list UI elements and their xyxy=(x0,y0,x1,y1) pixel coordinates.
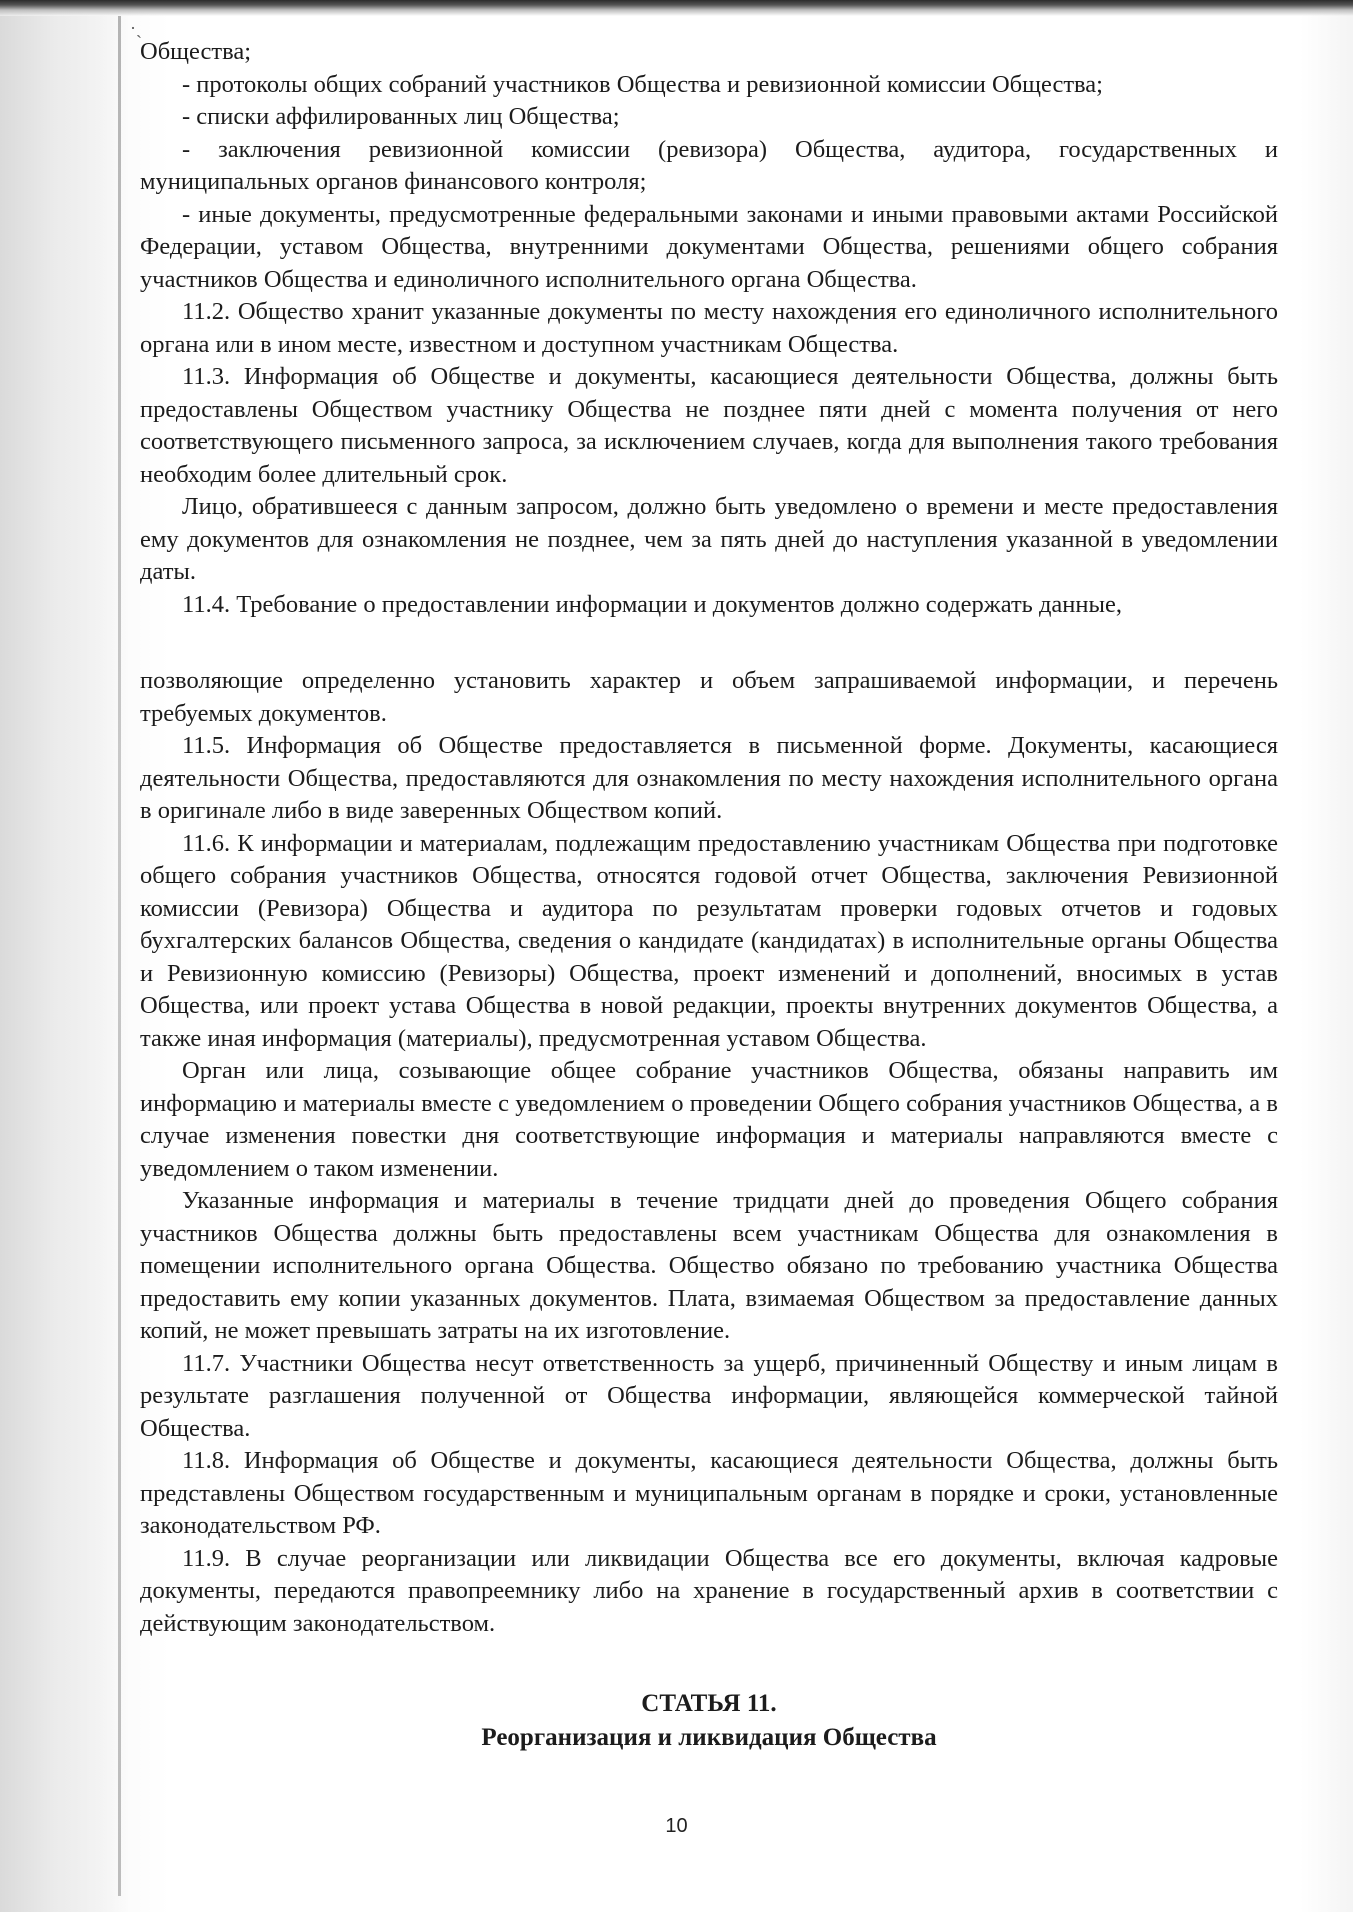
clause-11-6: 11.6. К информации и материалам, подлежащим предоставлению участникам Общества при подготовке общего собрания участников Общества, относятся годовой отчет Общества, заключения Ревизионной комиссии (Ревизора) Общества и аудитора по результатам проверки годовых отчетов и годовых бухгалтерских балансов Общества, сведения о кандидате (кандидатах) в исполнительные органы Общества и Ревизионную комиссию (Ревизоры) Общества, проект изменений и дополнений, вносимых в устав Общества, или проект устава Общества в новой редакции, проекты внутренних документов Общества, а также иная информация (материалы), предусмотренная уставом Общества. xyxy=(140,829,1278,1052)
clause-11-4-start: 11.4. Требование о предоставлении информации и документов должно содержать данные, xyxy=(182,590,1122,618)
list-item-protocols: - протоколы общих собраний участников Общества и ревизионной комиссии Общества; xyxy=(182,70,1103,98)
binding-crease xyxy=(118,16,121,1896)
clause-11-5: 11.5. Информация об Обществе предоставляется в письменной форме. Документы, касающиеся деятельности Общества, предоставляются для ознакомления по месту нахождения исполнительного органа в оригинале либо в виде заверенных Обществом копий. xyxy=(140,732,1278,824)
clause-11-3-notice: Лицо, обратившееся с данным запросом, должно быть уведомлено о времени и месте предоставления ему документов для ознакомления не позднее, чем за пять дней до наступления указанной в уведомлении даты. xyxy=(140,493,1278,585)
clause-11-3: 11.3. Информация об Обществе и документы, касающиеся деятельности Общества, должны быть предоставлены Обществом участнику Общества не позднее пяти дней с момента получения от него соответствующего письменного запроса, за исключением случаев, когда для выполнения такого требования необходим более длительный срок. xyxy=(140,363,1278,488)
clause-11-2: 11.2. Общество хранит указанные документы по месту нахождения его единоличного исполнительного органа или в ином месте, известном и доступном участникам Общества. xyxy=(140,298,1278,358)
clause-11-6-materials: Указанные информация и материалы в течение тридцати дней до проведения Общего собрания участников Общества должны быть предоставлены всем участникам Общества для ознакомления в помещении исполнительного органа Общества. Общество обязано по требованию участника Общества предоставить ему копии указанных документов. Плата, взимаемая Обществом за предоставление данных копий, не может превышать затраты на их изготовление. xyxy=(140,1187,1278,1344)
list-item-conclusions: - заключения ревизионной комиссии (ревизора) Общества, аудитора, государственных и муниципальных органов финансового контроля; xyxy=(140,135,1278,195)
page-number: 10 xyxy=(665,1815,688,1837)
list-item-affiliates: - списки аффилированных лиц Общества; xyxy=(182,103,620,130)
article-number: СТАТЬЯ 11. xyxy=(641,1690,777,1717)
paragraph-continuation: Общества; xyxy=(140,38,252,65)
clause-11-6-organ: Орган или лица, созывающие общее собрание участников Общества, обязаны направить им информацию и материалы вместе с уведомлением о проведении Общего собрания участников Общества, а в случае изменения повестки дня соответствующие информация и материалы направляются вместе с уведомлением о таком изменении. xyxy=(140,1057,1278,1182)
scan-top-edge xyxy=(0,0,1353,16)
document-body xyxy=(140,36,1278,1640)
article-title: Реорганизация и ликвидация Общества xyxy=(481,1724,937,1751)
clause-11-9: 11.9. В случае реорганизации или ликвидации Общества все его документы, включая кадровые документы, передаются правопреемнику либо на хранение в государственный архив в соответствии с действующим законодательством. xyxy=(140,1544,1278,1637)
list-item-other-docs: - иные документы, предусмотренные федеральными законами и иными правовыми актами Российской Федерации, уставом Общества, внутренними документами Общества, решениями общего собрания участников Общества и единоличного исполнительного органа Общества. xyxy=(140,200,1278,293)
clause-11-4-end: позволяющие определенно установить характер и объем запрашиваемой информации, и перечень требуемых документов. xyxy=(140,667,1278,727)
left-page-shadow xyxy=(0,16,130,1912)
clause-11-8: 11.8. Информация об Обществе и документы, касающиеся деятельности Общества, должны быть представлены Обществом государственным и муниципальным органам в порядке и сроки, установленные законодательством РФ. xyxy=(140,1447,1278,1539)
clause-11-7: 11.7. Участники Общества несут ответственность за ущерб, причиненный Обществу и иным лицам в результате разглашения полученной от Общества информации, являющейся коммерческой тайной Общества. xyxy=(140,1349,1278,1442)
staple-mark: ·ˎ xyxy=(130,18,142,38)
